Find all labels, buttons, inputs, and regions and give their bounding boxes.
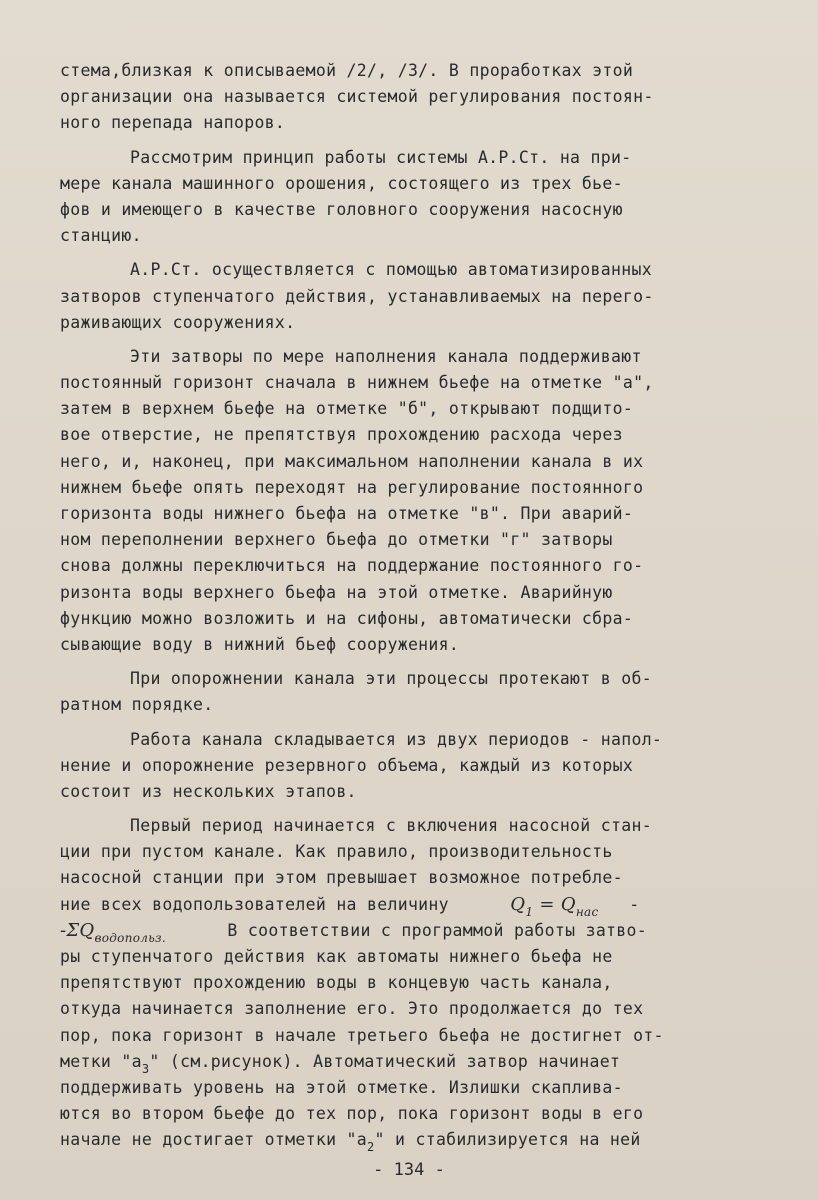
text-line: сывающие воду в нижний бьеф сооружения. bbox=[60, 634, 460, 654]
text-line: пор, пока горизонт в начале третьего бьефа не достигнет от- bbox=[60, 1025, 664, 1045]
text-line: станцию. bbox=[60, 226, 142, 246]
text-line: постоянный горизонт сначала в нижнем бьефе на отметке "а", bbox=[60, 373, 654, 393]
text-line: метки "$а_3$" (см.рисунок). Автоматический затвор начинает bbox=[60, 1051, 621, 1076]
text-line: насосной станции при этом превышает возможное потребле- bbox=[60, 868, 623, 888]
text-line: затем в верхнем бьефе на отметке "б", открывают подщито- bbox=[60, 399, 634, 419]
body-text bbox=[60, 58, 800, 1154]
text-line: ного перепада напоров. bbox=[60, 113, 286, 133]
text-line: состоит из нескольких этапов. bbox=[60, 781, 357, 801]
subscript: 3 bbox=[141, 1061, 150, 1076]
text-line: нижнем бьефе опять переходят на регулирование постоянного bbox=[60, 477, 644, 497]
text-line: мере канала машинного орошения, состоящего из трех бье- bbox=[60, 173, 623, 193]
text-line: вое отверстие, не препятствуя прохождению расхода через bbox=[60, 425, 623, 445]
text-line: ризонта воды верхнего бьефа на этой отметке. Аварийную bbox=[60, 582, 613, 602]
text-line: ры ступенчатого действия как автоматы нижнего бьефа не bbox=[60, 947, 613, 966]
text-line: нение и опорожнение резервного объема, каждый из которых bbox=[60, 755, 634, 775]
text-line: $-\Sigma Q_{водопольз.}$ В соответствии с программой работы затво- bbox=[60, 919, 647, 945]
text-line: Эти затворы по мере наполнения канала поддерживают bbox=[130, 346, 642, 366]
formula-q1: $Q_1 = Q_{нас}$ bbox=[510, 893, 599, 919]
text-fragment: ние всех водопользователей на величину bbox=[60, 894, 449, 914]
text-line: Первый период начинается с включения насосной стан- bbox=[130, 816, 652, 836]
text-line: раживающих сооружениях. bbox=[60, 312, 296, 332]
subscript: 2 bbox=[367, 1140, 375, 1155]
text-line: Рассмотрим принцип работы системы А.Р.Ст. на при- bbox=[130, 147, 632, 167]
text-line: затворов ступенчатого действия, устанавливаемых на перего- bbox=[60, 286, 654, 306]
text-line: функцию можно возложить и на сифоны, автоматически сбра- bbox=[60, 608, 634, 628]
text-line: ратном порядке. bbox=[60, 695, 214, 715]
text-line: ются во втором бьефе до тех пор, пока горизонт воды в его bbox=[60, 1104, 644, 1124]
text-line: снова должны переключиться на поддержание постоянного го- bbox=[60, 556, 644, 576]
text-line: ции при пустом канале. Как правило, производительность bbox=[60, 842, 613, 862]
text-line: стема,близкая к описываемой /2/, /3/. В проработках этой bbox=[60, 61, 634, 80]
text-line: При опорожнении канала эти процессы протекают в об- bbox=[130, 669, 652, 689]
text-line: Работа канала складывается из двух периодов - напол- bbox=[130, 729, 663, 749]
text-line: организации она называется системой регулирования постоян- bbox=[60, 87, 654, 107]
formula-sum: $-\Sigma Q_{водопольз.}$ bbox=[60, 919, 166, 945]
text-line: фов и имеющего в качестве головного сооружения насосную bbox=[60, 199, 623, 219]
text-line: начале не достигает отметки "$а_2$" и стабилизируется на ней bbox=[60, 1130, 641, 1155]
text-line: откуда начинается заполнение его. Это продолжается до тех bbox=[60, 999, 644, 1019]
text-line: препятствуют прохождению воды в концевую часть канала, bbox=[60, 973, 613, 993]
text-line: ном переполнении верхнего бьефа до отметки "г" затворы bbox=[60, 530, 613, 550]
text-line: ние всех водопользователей на величину $Q_1 = Q_{нас}$ - bbox=[60, 893, 640, 919]
text-line: него, и, наконец, при максимальном наполнении канала в их bbox=[60, 451, 644, 471]
text-line: А.Р.Ст. осуществляется с помощью автоматизированных bbox=[130, 260, 652, 280]
text-line: поддерживать уровень на этой отметке. Излишки скаплива- bbox=[60, 1077, 623, 1097]
page-number: - 134 - bbox=[373, 1160, 445, 1180]
text-line: горизонта воды нижнего бьефа на отметке "в". При аварий- bbox=[60, 504, 634, 523]
